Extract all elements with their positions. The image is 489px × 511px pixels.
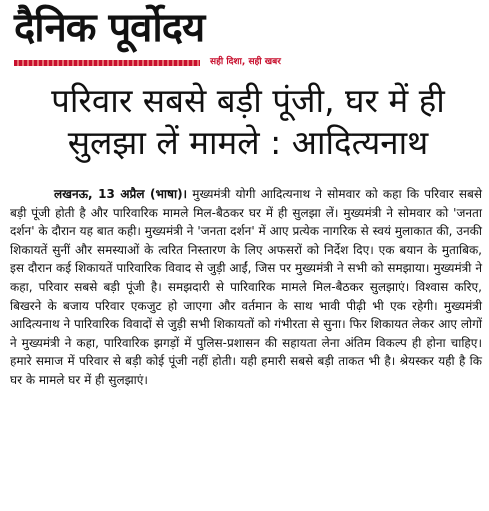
- newspaper-logo-title: दैनिक पूर्वोदय: [14, 5, 205, 51]
- article-body: [10, 185, 482, 390]
- masthead-decorative-bar: [14, 60, 200, 66]
- article-text: मुख्यमंत्री योगी आदित्यनाथ ने सोमवार को कहा कि परिवार सबसे बड़ी पूंजी होती है और पारिवारिक मामले मिल-बैठकर घर में ही सुलझा लें। मुख्यमंत्री ने सोमवार को 'जनता दर्शन' के दौरान यह बात कही। मुख्यमंत्री ने 'जनता दर्शन' में आए प्रत्येक नागरिक से स्वयं मुलाकात की, उनकी शिकायतें सुनीं और समस्याओं के त्वरित निस्तारण के लिए अफसरों को निर्देश दिए। एक बयान के मुताबिक, इस दौरान कई शिकायतें पारिवारिक विवाद से जुड़ी आईं, जिस पर मुख्यमंत्री ने सभी को समझाया। मुख्यमंत्री ने कहा, परिवार सबसे बड़ी पूंजी है। समझदारी से पारिवारिक मामले मिल-बैठकर सुलझाएं। विश्वास करिए, बिखरने के बजाय परिवार एकजुट हो जाएगा और वर्तमान के साथ भावी पीढ़ी भी एक रहेगी। मुख्यमंत्री आदित्यनाथ ने पारिवारिक विवादों से जुड़ी सभी शिकायतों को गंभीरता से सुना। फिर शिकायत लेकर आए लोगों ने मुख्यमंत्री ने कहा, पारिवारिक झगड़ों में पुलिस-प्रशासन की सहायता लेना अंतिम विकल्प ही होना चाहिए। हमारे समाज में परिवार से बड़ी कोई पूंजी नहीं होती। यही हमारी सबसे बड़ी ताकत भी है। श्रेयस्कर यही है कि घर के मामले घर में ही सुलझाएं।: [10, 187, 483, 387]
- newspaper-tagline: सही दिशा, सही खबर: [210, 57, 281, 67]
- article-dateline: लखनऊ, 13 अप्रैल (भाषा)।: [54, 187, 188, 201]
- masthead: [14, 4, 314, 70]
- article-headline: परिवार सबसे बड़ी पूंजी, घर में ही सुलझा लें मामले : आदित्यनाथ: [51, 81, 445, 162]
